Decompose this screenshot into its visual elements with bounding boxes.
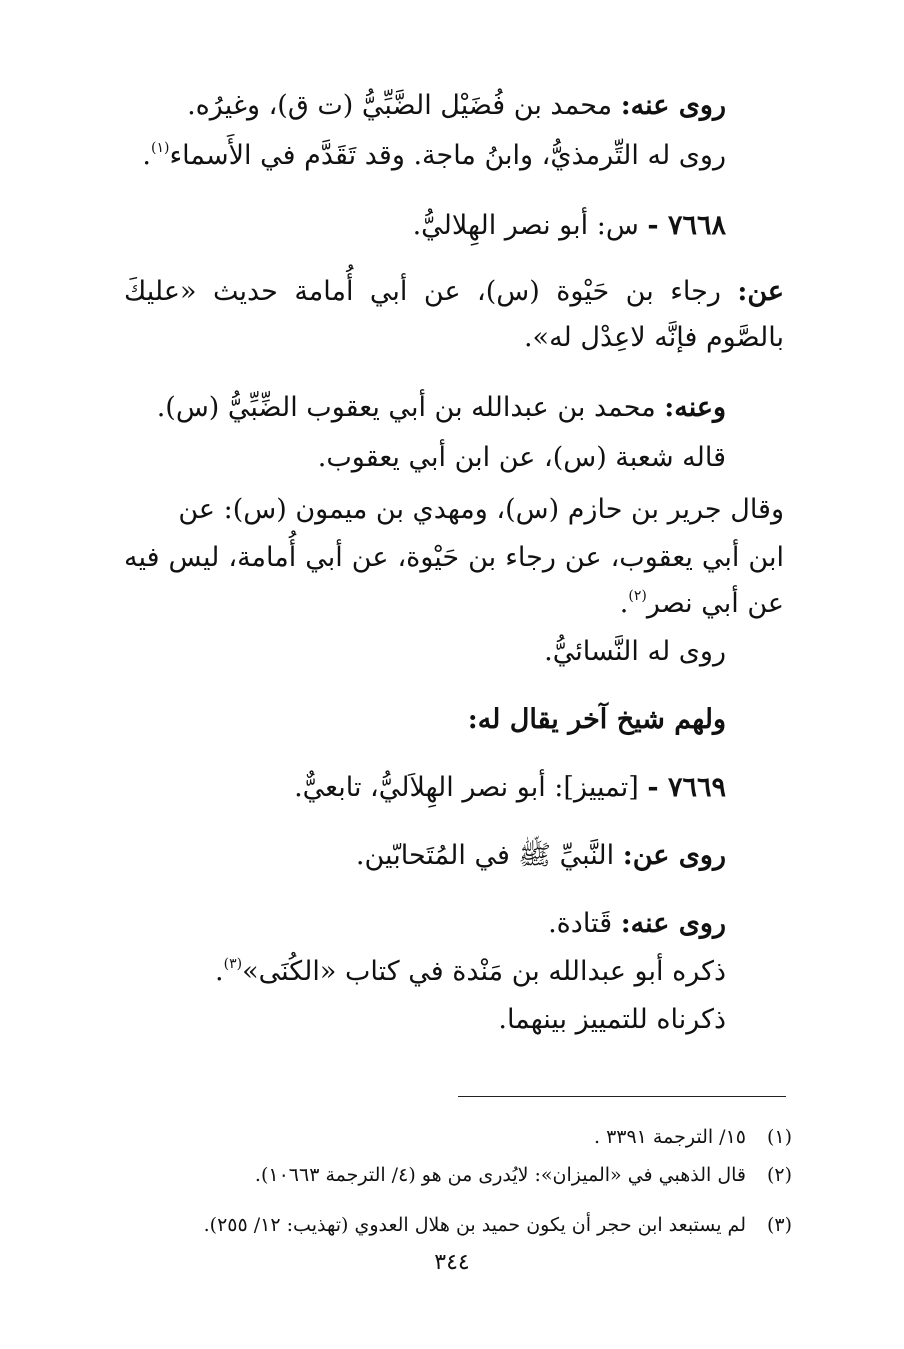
- text-line: [215, 952, 726, 992]
- text-line: [124, 272, 784, 312]
- footnote: [255, 1160, 792, 1190]
- line-lead: روى عنه:: [620, 908, 726, 939]
- footnote-text: ١٥/ الترجمة ٣٣٩١ .: [593, 1126, 746, 1148]
- line-text: ذكرناه للتمييز بينهما.: [498, 1004, 726, 1035]
- line-text: ذكره أبو عبدالله بن مَنْدة في كتاب «الكُنَى»: [242, 956, 726, 987]
- entry-heading: [413, 206, 726, 246]
- text-line: [142, 136, 726, 176]
- line-text: محمد بن فُضَيْل الضَّبِّيُّ (ت ق)، وغيرُه.: [187, 90, 621, 121]
- text-line: [548, 904, 726, 944]
- footnote-ref[interactable]: (١): [151, 140, 170, 156]
- line-text: س: أبو نصر الهِلاليُّ.: [412, 210, 648, 241]
- footnote: [594, 1122, 792, 1152]
- footnote-number: (١): [766, 1126, 792, 1148]
- footnote-text: لم يستبعد ابن حجر أن يكون حميد بن هلال العدوي (تهذيب: ١٢/ ٢٥٥).: [203, 1214, 746, 1236]
- page-number: ٣٤٤: [434, 1250, 470, 1275]
- line-text: بالصَّوم فإنَّه لاعِدْل له».: [523, 322, 784, 353]
- line-text: رجاء بن حَيْوة (س)، عن أبي أُمامة حديث «عليكَ: [124, 276, 738, 307]
- text-line: [620, 584, 784, 624]
- line-text: النَّبيِّ ﷺ في المُتَحابّين.: [355, 840, 623, 871]
- line-text: ابن أبي يعقوب، عن رجاء بن حَيْوة، عن أبي أُمامة، ليس فيه: [124, 542, 784, 573]
- line-lead: عن:: [737, 276, 784, 307]
- footnote-divider: [458, 1096, 786, 1097]
- line-text: قاله شعبة (س)، عن ابن أبي يعقوب.: [317, 442, 726, 473]
- footnote-text: قال الذهبي في «الميزان»: لايُدرى من هو (٤/ الترجمة ١٠٦٦٣).: [254, 1164, 746, 1186]
- line-text: عن أبي نصر: [646, 588, 784, 619]
- section-heading: [468, 700, 726, 740]
- heading-text: ولهم شيخ آخر يقال له:: [467, 704, 726, 735]
- line-text: قَتادة.: [548, 908, 621, 939]
- line-text: روى له التِّرمذيُّ، وابنُ ماجة. وقد تَقَدَّم في الأَسماء: [169, 140, 726, 171]
- text-line: [187, 86, 726, 126]
- line-text: روى له النَّسائيُّ.: [544, 636, 726, 667]
- line-tail: .: [215, 956, 224, 987]
- text-line: [498, 1000, 726, 1040]
- footnote-number: (٣): [766, 1214, 792, 1236]
- text-line: [157, 388, 726, 428]
- text-line: [124, 538, 784, 578]
- entry-heading: [294, 768, 726, 808]
- text-line: [524, 318, 784, 358]
- line-lead: روى عنه:: [620, 90, 726, 121]
- entry-number: ٧٦٦٩ -: [647, 772, 726, 803]
- text-line: [356, 836, 726, 876]
- line-tail: .: [142, 140, 151, 171]
- footnote: [204, 1210, 792, 1240]
- footnote-ref[interactable]: (٣): [223, 956, 243, 972]
- line-lead: روى عن:: [622, 840, 726, 871]
- line-text: محمد بن عبدالله بن أبي يعقوب الضِّبِّيُّ (س).: [156, 392, 665, 423]
- line-tail: .: [619, 588, 629, 619]
- text-line: [544, 632, 726, 672]
- text-line: [318, 438, 726, 478]
- footnote-number: (٢): [766, 1164, 792, 1186]
- line-text: وقال جرير بن حازم (س)، ومهدي بن ميمون (س): عن: [178, 494, 784, 525]
- footnote-ref[interactable]: (٢): [628, 588, 647, 604]
- line-lead: وعنه:: [664, 392, 726, 423]
- text-line: [178, 490, 784, 530]
- line-text: [تمييز]: أبو نصر الهِلاَليُّ، تابعيٌّ.: [294, 772, 648, 803]
- entry-number: ٧٦٦٨ -: [647, 210, 726, 241]
